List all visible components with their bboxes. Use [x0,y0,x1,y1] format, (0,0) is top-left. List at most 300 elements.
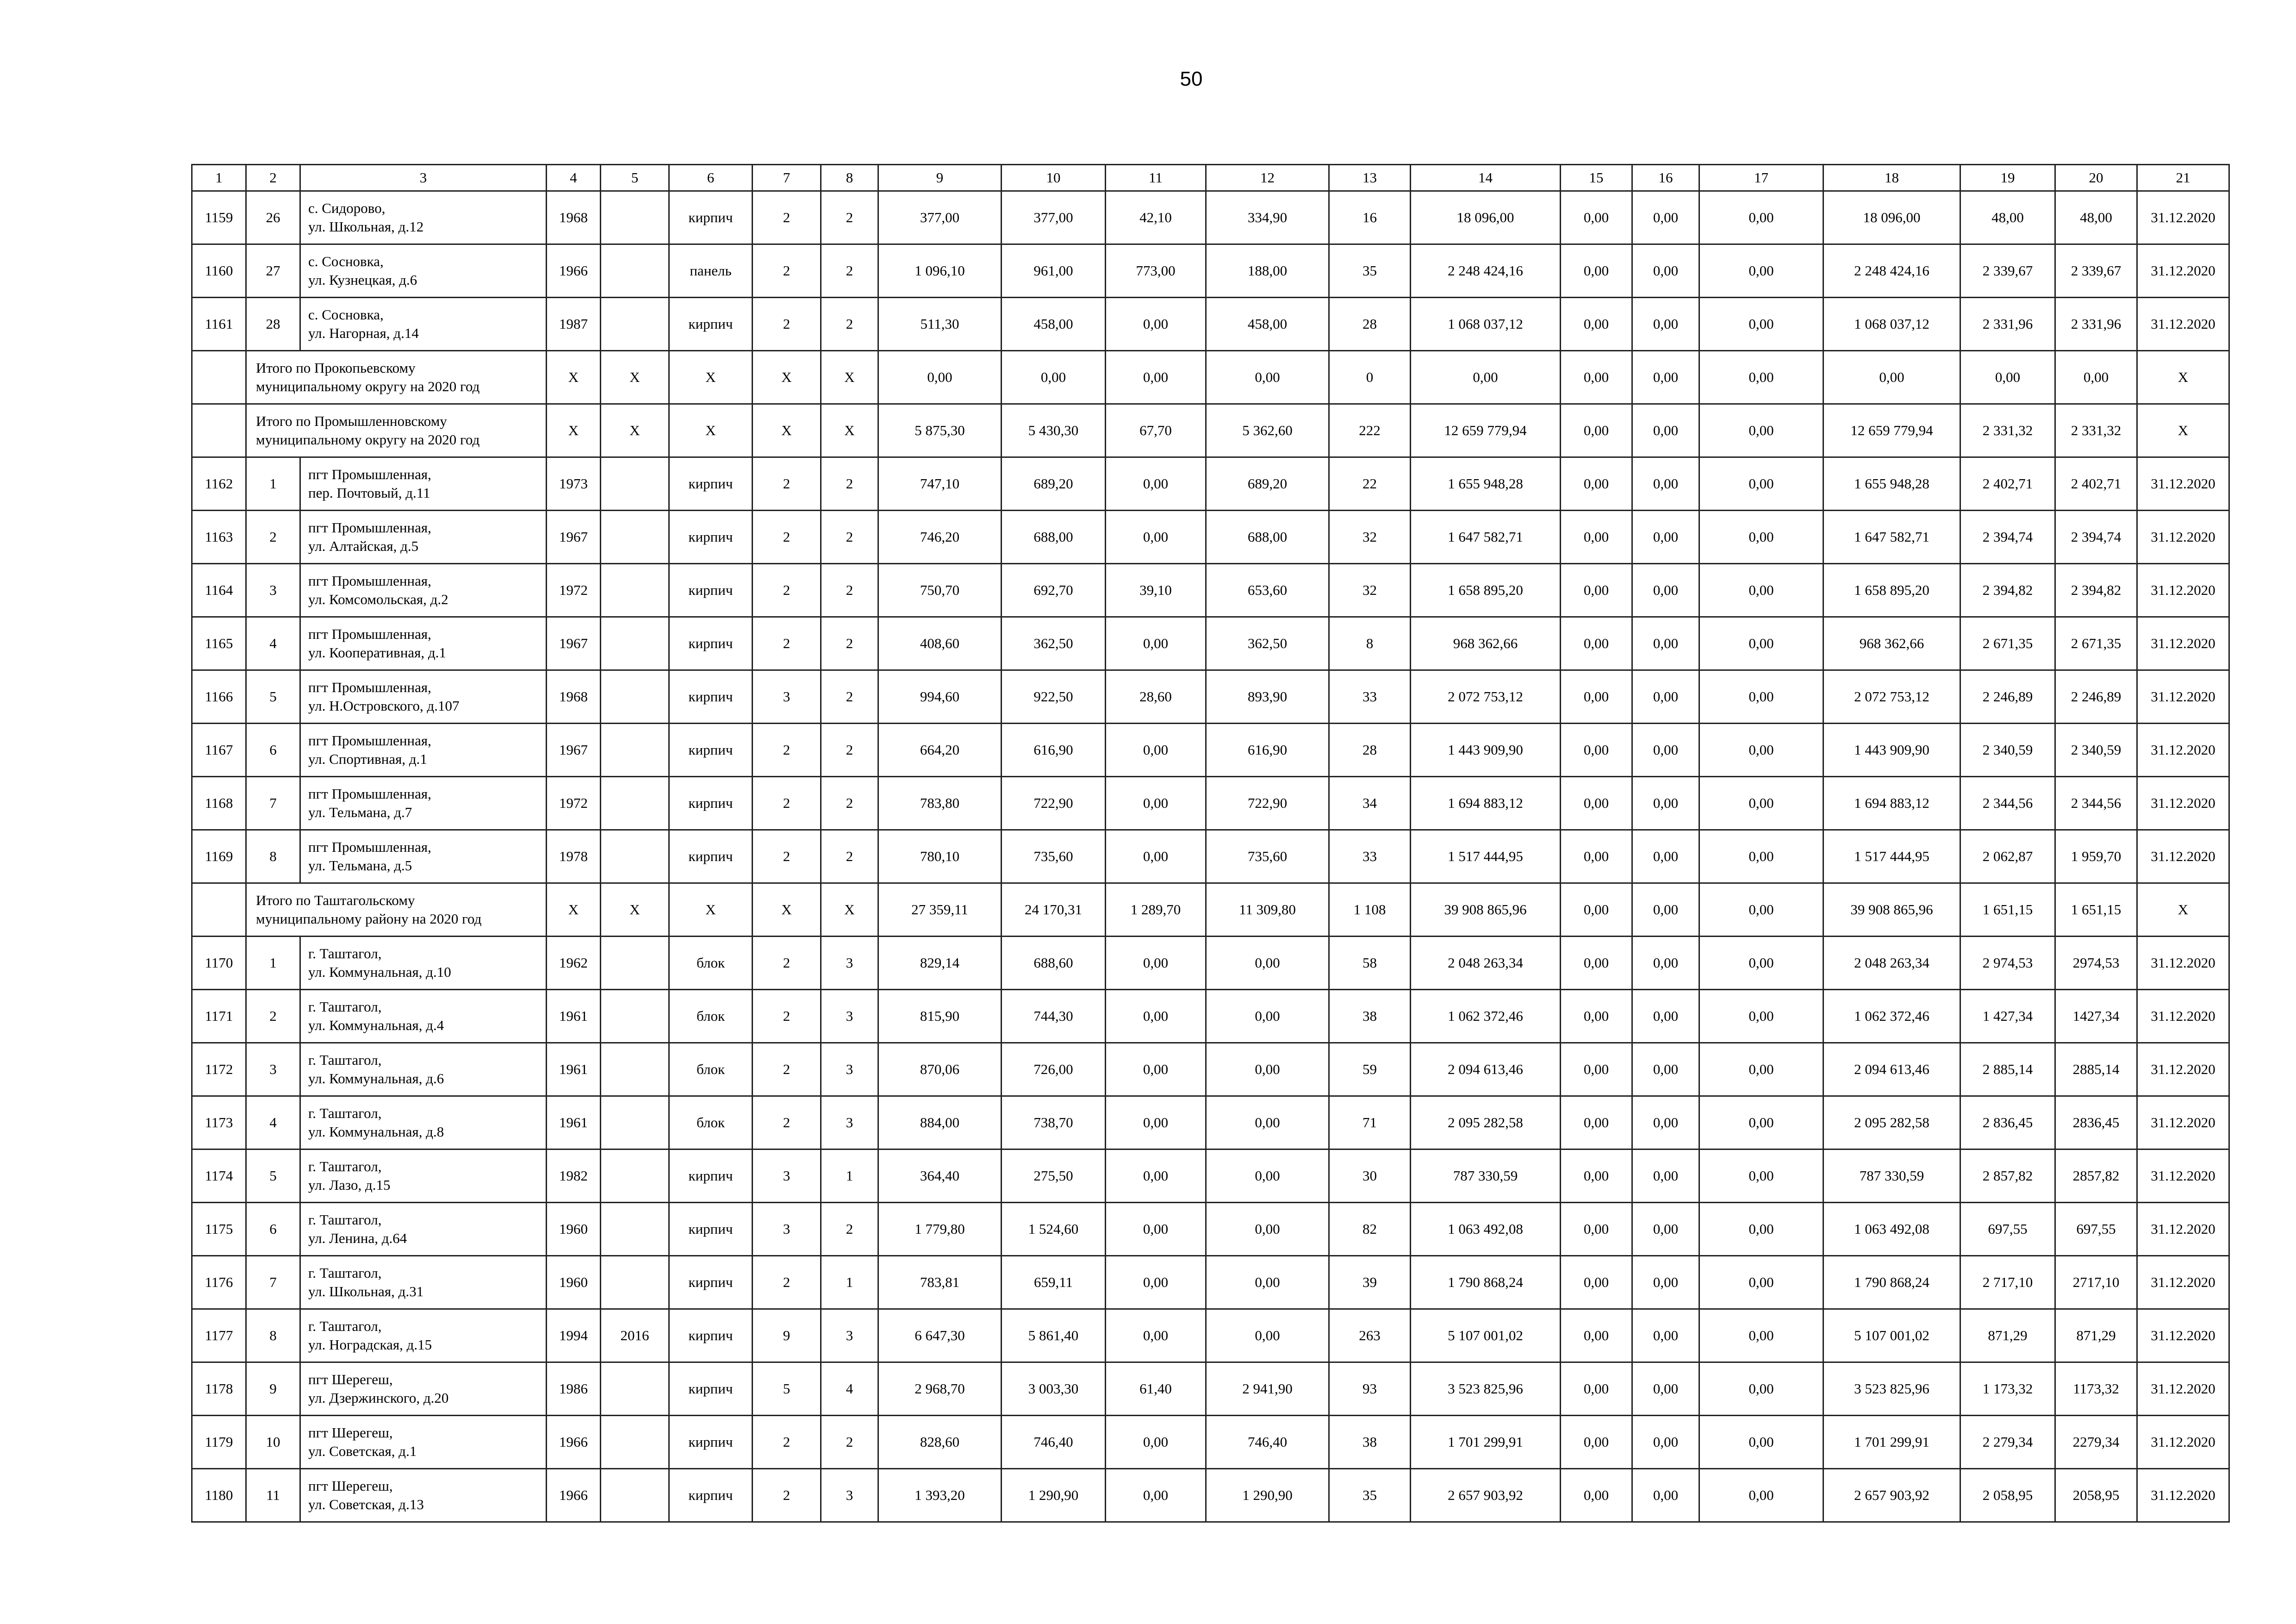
row-number-cell: 1173 [192,1096,246,1149]
address-locality: г. Таштагол, [308,1211,382,1228]
local-number-cell: 27 [246,244,300,298]
value-cell: 1967 [547,724,601,777]
value-cell [601,830,669,883]
value-cell: 1 443 909,90 [1411,724,1561,777]
value-cell: 31.12.2020 [2137,457,2229,511]
value-cell: 59 [1329,1043,1411,1096]
value-cell: 1 524,60 [1002,1203,1106,1256]
table-row [192,1362,2229,1416]
value-cell: 2 402,71 [1960,457,2055,511]
value-cell: 1 173,32 [1960,1362,2055,1416]
value-cell: 2 331,32 [1960,404,2055,457]
value-cell: 39,10 [1106,564,1206,617]
address-locality: с. Сосновка, [308,253,384,269]
value-cell: 2 857,82 [1960,1149,2055,1203]
address-locality: г. Таштагол, [308,998,382,1015]
value-cell: 0,00 [1632,1309,1699,1362]
address-cell [300,670,547,724]
value-cell: X [601,351,669,404]
value-cell: 31.12.2020 [2137,298,2229,351]
value-cell: 688,00 [1002,511,1106,564]
value-cell: 31.12.2020 [2137,191,2229,244]
address-locality: пгт Промышленная, [308,838,431,855]
value-cell: X [821,404,878,457]
value-cell: 31.12.2020 [2137,1203,2229,1256]
value-cell: 783,80 [878,777,1002,830]
address-cell [300,564,547,617]
value-cell: 2 340,59 [2055,724,2137,777]
value-cell: 688,60 [1002,937,1106,990]
address-cell [300,191,547,244]
value-cell: 0,00 [1106,777,1206,830]
value-cell: 0,00 [1699,724,1823,777]
table-row [192,990,2229,1043]
value-cell: 3 [821,990,878,1043]
value-cell: 1 658 895,20 [1823,564,1960,617]
value-cell: 961,00 [1002,244,1106,298]
value-cell: 0,00 [1561,1416,1632,1469]
local-number-cell: 28 [246,298,300,351]
value-cell: 2 [753,830,821,883]
value-cell: 3 [821,937,878,990]
value-cell [601,191,669,244]
value-cell: 828,60 [878,1416,1002,1469]
value-cell: 0,00 [1699,990,1823,1043]
value-cell: 1986 [547,1362,601,1416]
value-cell: 0,00 [1632,1416,1699,1469]
value-cell: 697,55 [1960,1203,2055,1256]
value-cell: 2 246,89 [1960,670,2055,724]
value-cell: 1987 [547,298,601,351]
value-cell: 1 062 372,46 [1823,990,1960,1043]
total-row [192,883,2229,937]
value-cell: 829,14 [878,937,1002,990]
value-cell: 2836,45 [2055,1096,2137,1149]
value-cell: 2 [821,191,878,244]
address-cell [300,1309,547,1362]
value-cell: 0,00 [2055,351,2137,404]
total-label-line-1: Итого по Таштагольскому [256,892,415,908]
address-street: ул. Советская, д.1 [308,1443,417,1459]
value-cell: 0,00 [1561,244,1632,298]
value-cell: 2 [821,1203,878,1256]
address-locality: г. Таштагол, [308,1051,382,1068]
value-cell: 222 [1329,404,1411,457]
value-cell: 0,00 [1699,298,1823,351]
value-cell: 2 048 263,34 [1411,937,1561,990]
value-cell: 2 062,87 [1960,830,2055,883]
value-cell: X [753,404,821,457]
value-cell: кирпич [669,511,753,564]
value-cell: 0,00 [1699,1043,1823,1096]
value-cell: 0,00 [1106,1043,1206,1096]
value-cell: 0,00 [1960,351,2055,404]
value-cell: 0,00 [1106,1256,1206,1309]
value-cell: 692,70 [1002,564,1106,617]
value-cell: 33 [1329,830,1411,883]
value-cell: блок [669,990,753,1043]
value-cell: X [547,351,601,404]
value-cell: 0,00 [1632,404,1699,457]
value-cell: X [2137,351,2229,404]
value-cell: 5 362,60 [1206,404,1329,457]
value-cell: 38 [1329,1416,1411,1469]
value-cell: 1 068 037,12 [1823,298,1960,351]
value-cell: 1961 [547,1096,601,1149]
row-number-cell: 1160 [192,244,246,298]
value-cell: 58 [1329,937,1411,990]
value-cell: 0,00 [1699,191,1823,244]
address-locality: пгт Шерегеш, [308,1477,393,1494]
value-cell: 0,00 [1561,830,1632,883]
value-cell [601,1149,669,1203]
value-cell: 0,00 [1632,298,1699,351]
value-cell: 1966 [547,1416,601,1469]
address-street: ул. Н.Островского, д.107 [308,698,460,714]
local-number-cell: 2 [246,990,300,1043]
value-cell: X [547,883,601,937]
value-cell: 1 701 299,91 [1823,1416,1960,1469]
value-cell: 12 659 779,94 [1823,404,1960,457]
address-locality: пгт Промышленная, [308,519,431,536]
value-cell: 31.12.2020 [2137,1309,2229,1362]
local-number-cell: 3 [246,564,300,617]
value-cell: 0,00 [1699,404,1823,457]
value-cell: 12 659 779,94 [1411,404,1561,457]
column-number-cell: 10 [1002,165,1106,191]
value-cell: 31.12.2020 [2137,1469,2229,1522]
value-cell: 0,00 [1106,298,1206,351]
value-cell: 2 344,56 [1960,777,2055,830]
table-row [192,244,2229,298]
value-cell: 0,00 [1699,1096,1823,1149]
address-street: ул. Тельмана, д.5 [308,857,412,874]
value-cell: 2 [753,564,821,617]
value-cell: 28 [1329,298,1411,351]
value-cell: 2058,95 [2055,1469,2137,1522]
value-cell: 31.12.2020 [2137,244,2229,298]
value-cell: 408,60 [878,617,1002,670]
value-cell: 0,00 [1699,1309,1823,1362]
value-cell [601,564,669,617]
value-cell: 1968 [547,670,601,724]
column-number-cell: 9 [878,165,1002,191]
value-cell: 735,60 [1206,830,1329,883]
value-cell: 1962 [547,937,601,990]
value-cell: 2 279,34 [1960,1416,2055,1469]
value-cell: 511,30 [878,298,1002,351]
value-cell: 275,50 [1002,1149,1106,1203]
value-cell: 0,00 [1699,670,1823,724]
value-cell: 1 651,15 [1960,883,2055,937]
value-cell: 0,00 [1632,511,1699,564]
value-cell: 2279,34 [2055,1416,2137,1469]
value-cell: 2 [821,777,878,830]
value-cell: 722,90 [1002,777,1106,830]
table-row [192,1149,2229,1203]
total-label-cell [246,883,547,937]
row-number-cell [192,883,246,937]
value-cell: 334,90 [1206,191,1329,244]
value-cell: 0,00 [1106,617,1206,670]
value-cell: кирпич [669,670,753,724]
value-cell: кирпич [669,617,753,670]
value-cell: 0,00 [1561,1362,1632,1416]
value-cell: 0,00 [1632,1096,1699,1149]
address-street: ул. Коммунальная, д.4 [308,1017,444,1033]
value-cell: 16 [1329,191,1411,244]
value-cell: 2 974,53 [1960,937,2055,990]
value-cell: 780,10 [878,830,1002,883]
address-street: ул. Ленина, д.64 [308,1230,407,1246]
value-cell [601,1096,669,1149]
page-number: 50 [1180,68,1203,90]
value-cell: 28,60 [1106,670,1206,724]
address-locality: пгт Промышленная, [308,732,431,749]
value-cell: 1966 [547,1469,601,1522]
value-cell: 0,00 [1561,990,1632,1043]
address-street: ул. Тельмана, д.7 [308,804,412,820]
value-cell: 0,00 [1106,1096,1206,1149]
value-cell: 32 [1329,511,1411,564]
column-number-cell: 7 [753,165,821,191]
value-cell: 3 [821,1469,878,1522]
value-cell: 31.12.2020 [2137,670,2229,724]
local-number-cell: 9 [246,1362,300,1416]
value-cell: 1966 [547,244,601,298]
value-cell: X [821,351,878,404]
row-number-cell: 1164 [192,564,246,617]
value-cell: 31.12.2020 [2137,937,2229,990]
value-cell: 3 [821,1309,878,1362]
value-cell: 5 861,40 [1002,1309,1106,1362]
value-cell: 2 836,45 [1960,1096,2055,1149]
column-number-row [192,165,2229,191]
value-cell: 0,00 [1632,1203,1699,1256]
value-cell: 1 790 868,24 [1823,1256,1960,1309]
value-cell: 377,00 [1002,191,1106,244]
value-cell: 968 362,66 [1823,617,1960,670]
column-number-cell: 4 [547,165,601,191]
column-number-cell: 17 [1699,165,1823,191]
row-number-cell: 1176 [192,1256,246,1309]
value-cell: 188,00 [1206,244,1329,298]
value-cell: 0,00 [1106,990,1206,1043]
value-cell: 0,00 [1206,1309,1329,1362]
table-row [192,1256,2229,1309]
total-label-cell [246,351,547,404]
address-locality: пгт Шерегеш, [308,1424,393,1441]
local-number-cell: 4 [246,617,300,670]
value-cell: 2 394,74 [2055,511,2137,564]
value-cell: 787 330,59 [1411,1149,1561,1203]
local-number-cell: 6 [246,724,300,777]
address-cell [300,298,547,351]
value-cell: 31.12.2020 [2137,1149,2229,1203]
column-number-cell: 21 [2137,165,2229,191]
address-locality: с. Сидорово, [308,200,386,216]
value-cell: 0,00 [1561,564,1632,617]
table-row [192,1469,2229,1522]
value-cell: 2 968,70 [878,1362,1002,1416]
value-cell: 2 339,67 [1960,244,2055,298]
value-cell [601,617,669,670]
value-cell: 2 331,96 [1960,298,2055,351]
value-cell: 0,00 [1561,404,1632,457]
value-cell: 0,00 [1699,777,1823,830]
value-cell: 616,90 [1206,724,1329,777]
address-cell [300,1256,547,1309]
local-number-cell: 6 [246,1203,300,1256]
table-row [192,511,2229,564]
value-cell: 0,00 [1106,724,1206,777]
local-number-cell: 8 [246,1309,300,1362]
value-cell: 2 [753,990,821,1043]
value-cell: 5 875,30 [878,404,1002,457]
value-cell: 0,00 [1106,457,1206,511]
value-cell: 968 362,66 [1411,617,1561,670]
value-cell: 2 671,35 [2055,617,2137,670]
value-cell: 1960 [547,1256,601,1309]
value-cell: 0,00 [1632,937,1699,990]
address-street: ул. Советская, д.13 [308,1496,424,1512]
value-cell: 0,00 [1632,883,1699,937]
value-cell: 31.12.2020 [2137,1043,2229,1096]
address-cell [300,1043,547,1096]
value-cell: кирпич [669,1309,753,1362]
row-number-cell: 1165 [192,617,246,670]
value-cell [601,511,669,564]
value-cell: 30 [1329,1149,1411,1203]
value-cell: 1173,32 [2055,1362,2137,1416]
value-cell: X [669,404,753,457]
value-cell: 0,00 [1002,351,1106,404]
total-label-line-2: муниципальному району на 2020 год [256,911,482,927]
value-cell: 0,00 [1561,1096,1632,1149]
value-cell: 93 [1329,1362,1411,1416]
local-number-cell: 1 [246,937,300,990]
value-cell: 0,00 [1561,670,1632,724]
value-cell: 82 [1329,1203,1411,1256]
value-cell [601,670,669,724]
value-cell: 0,00 [1632,1362,1699,1416]
local-number-cell: 2 [246,511,300,564]
value-cell: 0,00 [1561,1149,1632,1203]
value-cell: 1961 [547,1043,601,1096]
value-cell: 71 [1329,1096,1411,1149]
value-cell: 31.12.2020 [2137,1416,2229,1469]
address-locality: пгт Промышленная, [308,679,431,695]
value-cell: 2 339,67 [2055,244,2137,298]
table-row [192,1203,2229,1256]
value-cell: 3 [753,1149,821,1203]
value-cell: 0,00 [1561,777,1632,830]
value-cell: X [821,883,878,937]
value-cell: 738,70 [1002,1096,1106,1149]
value-cell: 2 394,74 [1960,511,2055,564]
value-cell: 0,00 [1632,990,1699,1043]
value-cell: 2 402,71 [2055,457,2137,511]
value-cell: 0,00 [1632,564,1699,617]
value-cell: 31.12.2020 [2137,1362,2229,1416]
value-cell: 2 [821,298,878,351]
address-street: ул. Кузнецкая, д.6 [308,272,417,288]
value-cell: 0,00 [1632,244,1699,298]
table-row [192,937,2229,990]
value-cell: 32 [1329,564,1411,617]
value-cell: 0,00 [1106,1469,1206,1522]
value-cell: 659,11 [1002,1256,1106,1309]
value-cell: 787 330,59 [1823,1149,1960,1203]
value-cell: 884,00 [878,1096,1002,1149]
value-cell: 27 359,11 [878,883,1002,937]
value-cell: 33 [1329,670,1411,724]
value-cell: 0,00 [1699,617,1823,670]
value-cell: 5 [753,1362,821,1416]
local-number-cell: 8 [246,830,300,883]
local-number-cell: 3 [246,1043,300,1096]
total-label-cell [246,404,547,457]
value-cell [601,298,669,351]
value-cell: X [669,883,753,937]
value-cell: кирпич [669,724,753,777]
value-cell: 31.12.2020 [2137,990,2229,1043]
column-number-cell: 3 [300,165,547,191]
value-cell: 688,00 [1206,511,1329,564]
value-cell: 39 908 865,96 [1823,883,1960,937]
value-cell: 1 655 948,28 [1823,457,1960,511]
value-cell: X [547,404,601,457]
value-cell: 0,00 [1699,457,1823,511]
column-number-cell: 2 [246,165,300,191]
value-cell: 5 430,30 [1002,404,1106,457]
value-cell: 1 290,90 [1002,1469,1106,1522]
row-number-cell: 1171 [192,990,246,1043]
value-cell: 1 063 492,08 [1411,1203,1561,1256]
table-row [192,1309,2229,1362]
value-cell: 2 [821,617,878,670]
local-number-cell: 5 [246,670,300,724]
value-cell: 1 [821,1149,878,1203]
total-row [192,351,2229,404]
value-cell: 31.12.2020 [2137,617,2229,670]
value-cell: 0,00 [1699,883,1823,937]
value-cell: 2 717,10 [1960,1256,2055,1309]
address-cell [300,1469,547,1522]
value-cell: 0,00 [1206,1096,1329,1149]
table-row [192,564,2229,617]
column-number-cell: 1 [192,165,246,191]
value-cell: 39 [1329,1256,1411,1309]
value-cell: 0,00 [1561,511,1632,564]
value-cell: 2 885,14 [1960,1043,2055,1096]
value-cell: 61,40 [1106,1362,1206,1416]
value-cell: кирпич [669,777,753,830]
value-cell: 0,00 [1699,511,1823,564]
value-cell: 1 959,70 [2055,830,2137,883]
row-number-cell: 1180 [192,1469,246,1522]
value-cell: 815,90 [878,990,1002,1043]
address-street: ул. Коммунальная, д.6 [308,1070,444,1087]
value-cell: панель [669,244,753,298]
value-cell: 0,00 [1632,777,1699,830]
value-cell: 653,60 [1206,564,1329,617]
value-cell: 2 [753,937,821,990]
value-cell: 31.12.2020 [2137,724,2229,777]
value-cell: 48,00 [2055,191,2137,244]
value-cell: 2 248 424,16 [1411,244,1561,298]
value-cell: 2 072 753,12 [1411,670,1561,724]
